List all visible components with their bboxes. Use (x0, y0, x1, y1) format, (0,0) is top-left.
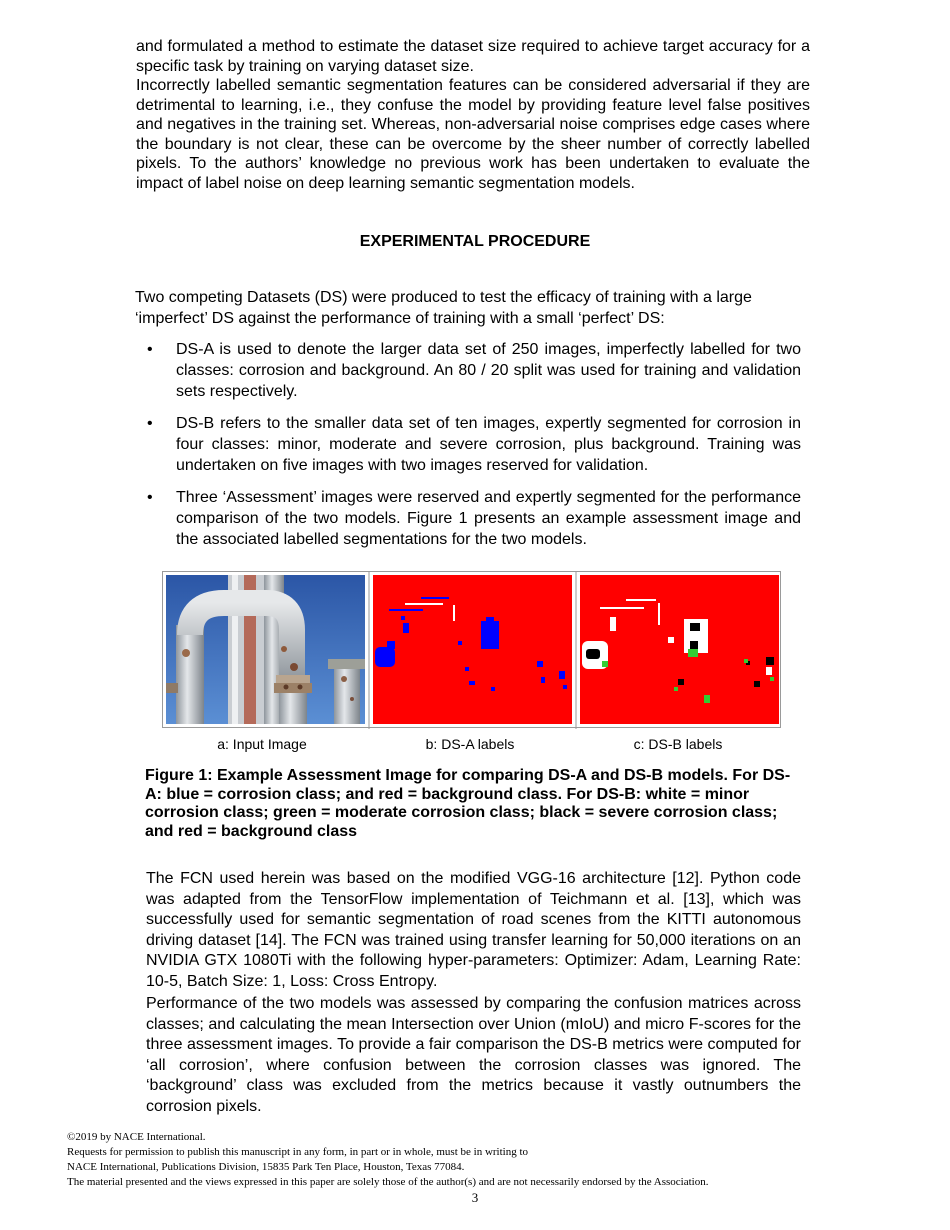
copyright-footer (67, 1130, 708, 1190)
dataset-bullet-list (147, 339, 801, 561)
bullet-item-ds-a (147, 339, 801, 402)
bullet-item-ds-b (147, 413, 801, 476)
bullet-symbol: • (147, 415, 153, 432)
subfigure-label-a: a: Input Image (217, 736, 307, 752)
ds-a-labels-panel (373, 575, 572, 724)
bullet-item-assessment (147, 487, 801, 550)
body-paragraph-2: Performance of the two models was assessed by comparing the confusion matrices across classes; and calculating the mean Intersection over Union (mIoU) and micro F-scores for the three assessment images. To provide a fair comparison the DS-B metrics were computed for ‘all corrosion’, where confusion between the corrosion classes was ignored. The ‘background’ class was excluded from the metrics because it vastly outnumbers the corrosion pixels. (146, 995, 801, 1115)
footer-line: NACE International, Publications Division, 15835 Park Ten Place, Houston, Texas 77084. (67, 1161, 465, 1173)
background-class-area (373, 575, 572, 724)
figure-caption: Figure 1: Example Assessment Image for comparing DS-A and DS-B models. For DS-A: blue = corrosion class; and red = background class. For DS-B: white = minor corrosion class; green = moderate corrosion class; black = severe corrosion class; and red = background class (145, 767, 791, 840)
background-class-area (580, 575, 779, 724)
footer-line: ©2019 by NACE International. (67, 1131, 206, 1143)
footer-line: Requests for permission to publish this manuscript in any form, in part or in whole, must be in writing to (67, 1146, 529, 1158)
ds-b-segmentation (580, 575, 779, 724)
intro-paragraph-2: Incorrectly labelled semantic segmentation features can be considered adversarial if they are detrimental to learning, i.e., they confuse the model by providing feature level false positives and negatives in the training set. Whereas, non-adversarial noise comprises edge cases where the boundary is not clear, these can be overcome by the sheer number of correctly labelled pixels. To the authors’ knowledge no previous work has been undertaken to evaluate the impact of label noise on deep learning semantic segmentation models. (136, 77, 810, 192)
page-number: 3 (471, 1190, 479, 1205)
subfigure-label-c: c: DS-B labels (633, 736, 723, 752)
section-lead: Two competing Datasets (DS) were produced to test the efficacy of training with a large ‘imperfect’ DS against the performance of training with a small ‘perfect’ DS: (135, 289, 752, 327)
input-image-panel (166, 575, 365, 724)
bullet-text: Three ‘Assessment’ images were reserved and expertly segmented for the performance comparison of the two models. Figure 1 presents an example assessment image and the associated labelled segmentations for the two models. (176, 489, 801, 548)
ds-a-segmentation (373, 575, 572, 724)
bullet-symbol: • (147, 341, 153, 358)
body-paragraph-1: The FCN used herein was based on the modified VGG-16 architecture [12]. Python code was adapted from the TensorFlow implementation of Teichmann et al. [13], which was successfully used for semantic segmentation of road scenes from the KITTI autonomous driving dataset [14]. The FCN was trained using transfer learning for 50,000 iterations on an NVIDIA GTX 1080Ti with the following hyper-parameters: Optimizer: Adam, Learning Rate: 10-5, Batch Size: 1, Loss: Cross Entropy. (146, 870, 801, 990)
ds-b-labels-panel (580, 575, 779, 724)
bullet-text: DS-B refers to the smaller data set of ten images, expertly segmented for corrosion in four classes: minor, moderate and severe corrosion, plus background. Training was undertaken on five images with two images reserved for validation. (176, 415, 801, 474)
bullet-text: DS-A is used to denote the larger data set of 250 images, imperfectly labelled for two classes: corrosion and background. An 80 / 20 split was used for training and validation sets respectively. (176, 341, 801, 400)
pipe-photo (166, 575, 365, 724)
bullet-symbol: • (147, 489, 153, 506)
subfigure-label-b: b: DS-A labels (425, 736, 515, 752)
section-heading: EXPERIMENTAL PROCEDURE (359, 233, 591, 250)
intro-paragraph-1: and formulated a method to estimate the dataset size required to achieve target accuracy for a specific task by training on varying dataset size. (136, 38, 810, 75)
footer-line: The material presented and the views expressed in this paper are solely those of the author(s) and are not necessarily endorsed by the Association. (67, 1176, 709, 1188)
